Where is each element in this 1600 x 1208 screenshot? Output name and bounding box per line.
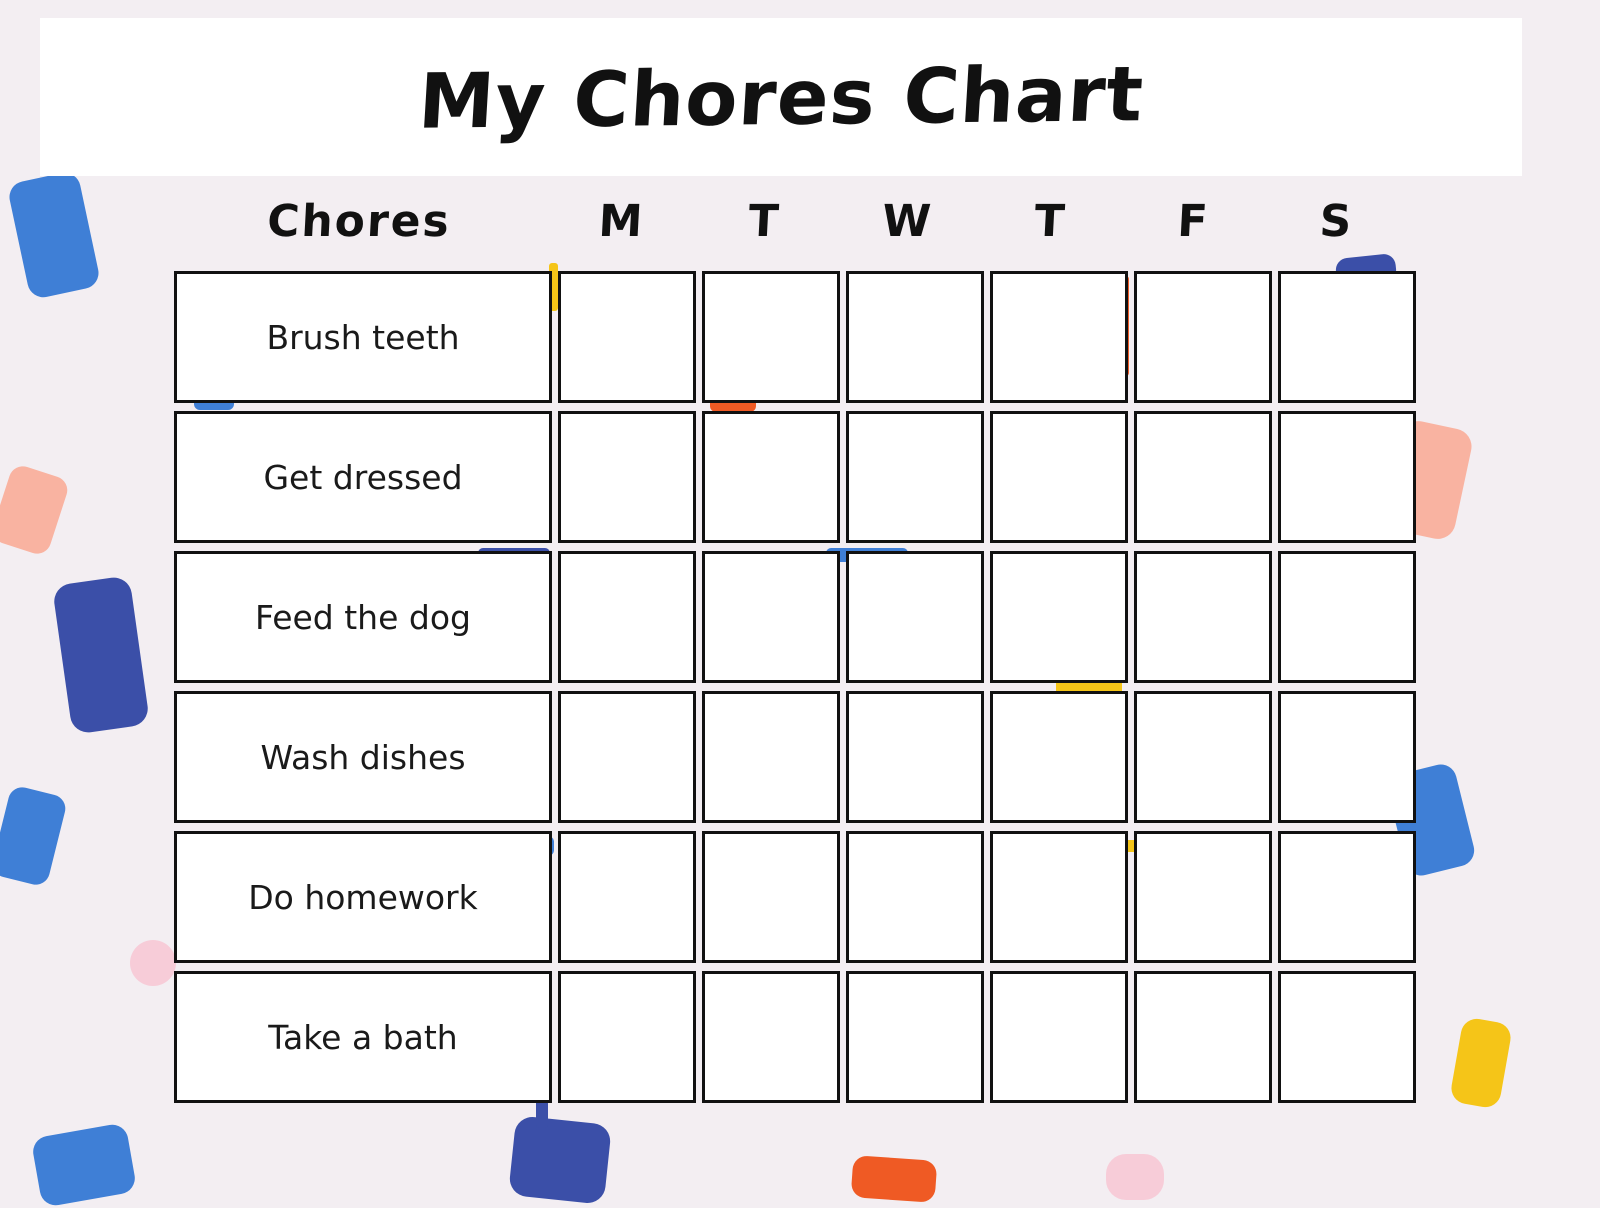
check-cell-mon[interactable] xyxy=(558,691,696,823)
check-cell-mon[interactable] xyxy=(558,271,696,403)
check-cell-wed[interactable] xyxy=(846,971,984,1103)
check-cell-thu[interactable] xyxy=(990,271,1128,403)
yellow-blob-right xyxy=(1449,1016,1513,1109)
navy-blob-bottom xyxy=(508,1115,612,1205)
table-row xyxy=(174,271,1416,403)
chore-name-cell: Get dressed xyxy=(174,411,552,543)
table-row xyxy=(174,411,1416,543)
pink-blob-bottom xyxy=(1106,1154,1164,1200)
chore-name-cell: Feed the dog xyxy=(174,551,552,683)
blue-blob-left-lower xyxy=(0,784,68,887)
check-cell-sat[interactable] xyxy=(1278,411,1416,543)
check-cell-thu[interactable] xyxy=(990,831,1128,963)
check-cell-sat[interactable] xyxy=(1278,691,1416,823)
check-cell-wed[interactable] xyxy=(846,551,984,683)
check-cell-wed[interactable] xyxy=(846,831,984,963)
check-cell-tue[interactable] xyxy=(702,831,840,963)
check-cell-tue[interactable] xyxy=(702,411,840,543)
chores-chart-table xyxy=(168,263,1422,1111)
check-cell-wed[interactable] xyxy=(846,271,984,403)
day-header-mon: M xyxy=(597,195,646,247)
check-cell-tue[interactable] xyxy=(702,971,840,1103)
check-cell-fri[interactable] xyxy=(1134,411,1272,543)
chore-name-cell: Brush teeth xyxy=(174,271,552,403)
chore-name-cell: Take a bath xyxy=(174,971,552,1103)
day-header-thu: T xyxy=(1033,195,1068,247)
check-cell-tue[interactable] xyxy=(702,691,840,823)
day-header-wed: W xyxy=(880,195,935,247)
check-cell-mon[interactable] xyxy=(558,971,696,1103)
chore-name-cell: Do homework xyxy=(174,831,552,963)
table-row xyxy=(174,551,1416,683)
check-cell-thu[interactable] xyxy=(990,691,1128,823)
chores-table-body xyxy=(174,271,1416,1103)
day-header-fri: F xyxy=(1176,195,1211,247)
check-cell-fri[interactable] xyxy=(1134,971,1272,1103)
navy-blob-left xyxy=(52,575,150,734)
check-cell-fri[interactable] xyxy=(1134,691,1272,823)
chore-name-cell: Wash dishes xyxy=(174,691,552,823)
table-header-row xyxy=(168,190,1408,252)
check-cell-thu[interactable] xyxy=(990,411,1128,543)
peach-blob-left xyxy=(0,463,71,558)
blue-blob-top-left xyxy=(7,170,102,300)
day-header-sat: S xyxy=(1318,195,1355,247)
title-banner xyxy=(40,18,1522,176)
check-cell-mon[interactable] xyxy=(558,831,696,963)
check-cell-mon[interactable] xyxy=(558,551,696,683)
table-row xyxy=(174,691,1416,823)
chores-column-header: Chores xyxy=(265,195,453,247)
check-cell-sat[interactable] xyxy=(1278,831,1416,963)
page-title: My Chores Chart xyxy=(415,48,1147,146)
check-cell-mon[interactable] xyxy=(558,411,696,543)
check-cell-wed[interactable] xyxy=(846,691,984,823)
check-cell-sat[interactable] xyxy=(1278,971,1416,1103)
check-cell-sat[interactable] xyxy=(1278,551,1416,683)
check-cell-fri[interactable] xyxy=(1134,551,1272,683)
check-cell-tue[interactable] xyxy=(702,271,840,403)
check-cell-wed[interactable] xyxy=(846,411,984,543)
day-header-tue: T xyxy=(747,195,782,247)
orange-blob-bottom xyxy=(851,1155,938,1203)
table-row xyxy=(174,831,1416,963)
check-cell-tue[interactable] xyxy=(702,551,840,683)
check-cell-fri[interactable] xyxy=(1134,271,1272,403)
check-cell-thu[interactable] xyxy=(990,551,1128,683)
table-row xyxy=(174,971,1416,1103)
check-cell-fri[interactable] xyxy=(1134,831,1272,963)
blue-blob-bottom-left xyxy=(31,1122,138,1208)
check-cell-thu[interactable] xyxy=(990,971,1128,1103)
check-cell-sat[interactable] xyxy=(1278,271,1416,403)
